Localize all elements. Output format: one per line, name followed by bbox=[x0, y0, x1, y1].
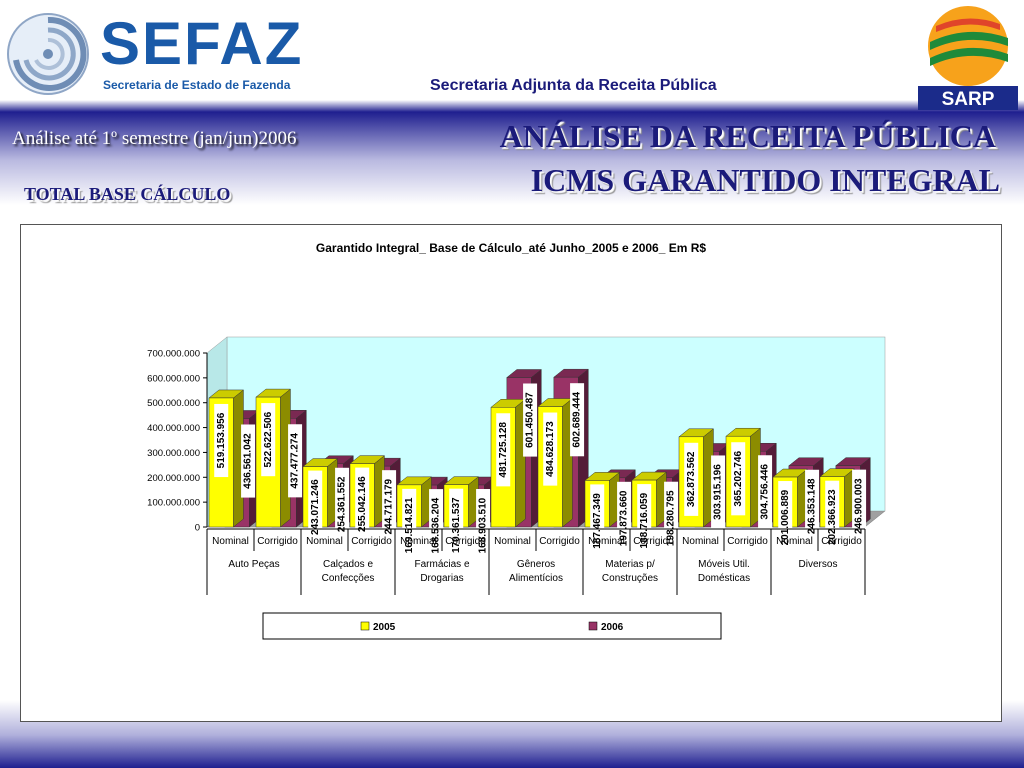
main-title-line1: ANÁLISE DA RECEITA PÚBLICA bbox=[499, 118, 996, 154]
subcategory-label: Corrigido bbox=[539, 536, 580, 547]
data-label: 522.622.506 bbox=[262, 411, 274, 468]
data-label: 244.717.179 bbox=[383, 478, 395, 535]
subcategory-label: Corrigido bbox=[445, 536, 486, 547]
group-label: Farmácias e bbox=[414, 559, 470, 570]
subcategory-label: Corrigido bbox=[351, 536, 392, 547]
data-label: 304.756.446 bbox=[759, 463, 771, 520]
subcategory-label: Corrigido bbox=[257, 536, 298, 547]
y-tick-label: 300.000.000 bbox=[147, 447, 200, 459]
subcategory-label: Corrigido bbox=[727, 536, 768, 547]
group-label: Construções bbox=[601, 573, 659, 584]
subcategory-label: Nominal bbox=[588, 536, 625, 547]
legend-label-2005: 2005 bbox=[373, 622, 396, 633]
group-label: Calçados e bbox=[322, 559, 374, 570]
y-tick-label: 600.000.000 bbox=[147, 373, 200, 385]
subcategory-label: Nominal bbox=[776, 536, 813, 547]
sefaz-wordmark: SEFAZ bbox=[100, 10, 304, 77]
sarp-logo bbox=[916, 2, 1020, 110]
legend bbox=[263, 613, 721, 639]
subcategory-label: Corrigido bbox=[633, 536, 674, 547]
data-label: 198.280.795 bbox=[665, 490, 677, 547]
y-tick-label: 700.000.000 bbox=[147, 348, 200, 360]
chart-title: Garantido Integral_ Base de Cálculo_até Junho_2005 e 2006_ Em R$ bbox=[315, 241, 707, 255]
subcategory-label: Nominal bbox=[682, 536, 719, 547]
subcategory-label: Nominal bbox=[400, 536, 437, 547]
sarp-label: SARP bbox=[941, 89, 995, 110]
sefaz-swirl-icon bbox=[8, 14, 88, 94]
data-label: 243.071.246 bbox=[309, 479, 321, 535]
subcategory-label: Nominal bbox=[494, 536, 531, 547]
legend-swatch-2006 bbox=[589, 622, 597, 630]
subcategory-label: Nominal bbox=[306, 536, 343, 547]
data-label: 187.467.349 bbox=[591, 493, 603, 549]
legend-box bbox=[263, 613, 721, 639]
data-label: 481.725.128 bbox=[497, 421, 509, 478]
sefaz-subtitle: Secretaria de Estado de Fazenda bbox=[103, 78, 291, 92]
group-label: Drogarias bbox=[420, 573, 464, 584]
subcategory-label: Corrigido bbox=[821, 536, 862, 547]
group-label: Móveis Util. bbox=[698, 559, 750, 570]
data-label: 246.900.003 bbox=[853, 478, 865, 534]
data-label: 362.873.562 bbox=[685, 451, 697, 508]
y-tick-label: 200.000.000 bbox=[147, 472, 200, 484]
data-label: 365.202.746 bbox=[732, 450, 744, 507]
subcategory-label: Nominal bbox=[212, 536, 249, 547]
plot-area bbox=[147, 337, 885, 595]
group-label: Alimentícios bbox=[509, 573, 563, 584]
data-label: 168.903.510 bbox=[477, 497, 489, 554]
group-label: Confecções bbox=[321, 573, 375, 584]
section-label: TOTAL BASE CÁLCULO bbox=[24, 184, 231, 204]
y-tick-label: 100.000.000 bbox=[147, 497, 200, 509]
analysis-period: Análise até 1º semestre (jan/jun)2006 bbox=[12, 128, 297, 149]
data-label: 519.153.956 bbox=[215, 412, 227, 469]
y-tick-label: 400.000.000 bbox=[147, 423, 200, 435]
group-label: Diversos bbox=[798, 559, 838, 570]
data-label: 436.561.042 bbox=[242, 433, 254, 489]
data-label: 254.361.552 bbox=[336, 476, 348, 533]
data-label: 437.477.274 bbox=[289, 432, 301, 489]
data-label: 201.006.889 bbox=[779, 489, 791, 546]
group-label: Materias p/ bbox=[605, 559, 655, 570]
y-tick-label: 0 bbox=[194, 522, 200, 534]
legend-swatch-2005 bbox=[361, 622, 369, 630]
y-tick-label: 500.000.000 bbox=[147, 398, 200, 410]
data-label: 246.353.148 bbox=[806, 478, 818, 535]
data-label: 197.873.660 bbox=[618, 490, 630, 547]
data-label: 170.361.537 bbox=[450, 497, 462, 554]
data-label: 602.689.444 bbox=[571, 391, 583, 448]
data-label: 188.716.059 bbox=[638, 492, 650, 549]
legend-label-2006: 2006 bbox=[601, 622, 624, 633]
secretaria-label: Secretaria Adjunta da Receita Pública bbox=[430, 77, 717, 94]
group-label: Gêneros bbox=[516, 559, 556, 570]
data-label: 202.366.923 bbox=[826, 489, 838, 546]
group-label: Domésticas bbox=[697, 573, 751, 584]
data-label: 168.536.204 bbox=[430, 497, 442, 554]
group-label: Auto Peças bbox=[228, 559, 280, 570]
chart-frame bbox=[20, 224, 1002, 722]
data-label: 255.042.146 bbox=[356, 476, 368, 532]
data-label: 169.514.821 bbox=[403, 497, 415, 554]
data-label: 484.628.173 bbox=[544, 421, 556, 477]
header bbox=[0, 0, 1024, 110]
data-label: 303.915.196 bbox=[712, 464, 724, 520]
bar-chart bbox=[21, 225, 1001, 721]
main-title-line2: ICMS GARANTIDO INTEGRAL bbox=[530, 162, 1000, 198]
data-label: 601.450.487 bbox=[524, 392, 536, 448]
